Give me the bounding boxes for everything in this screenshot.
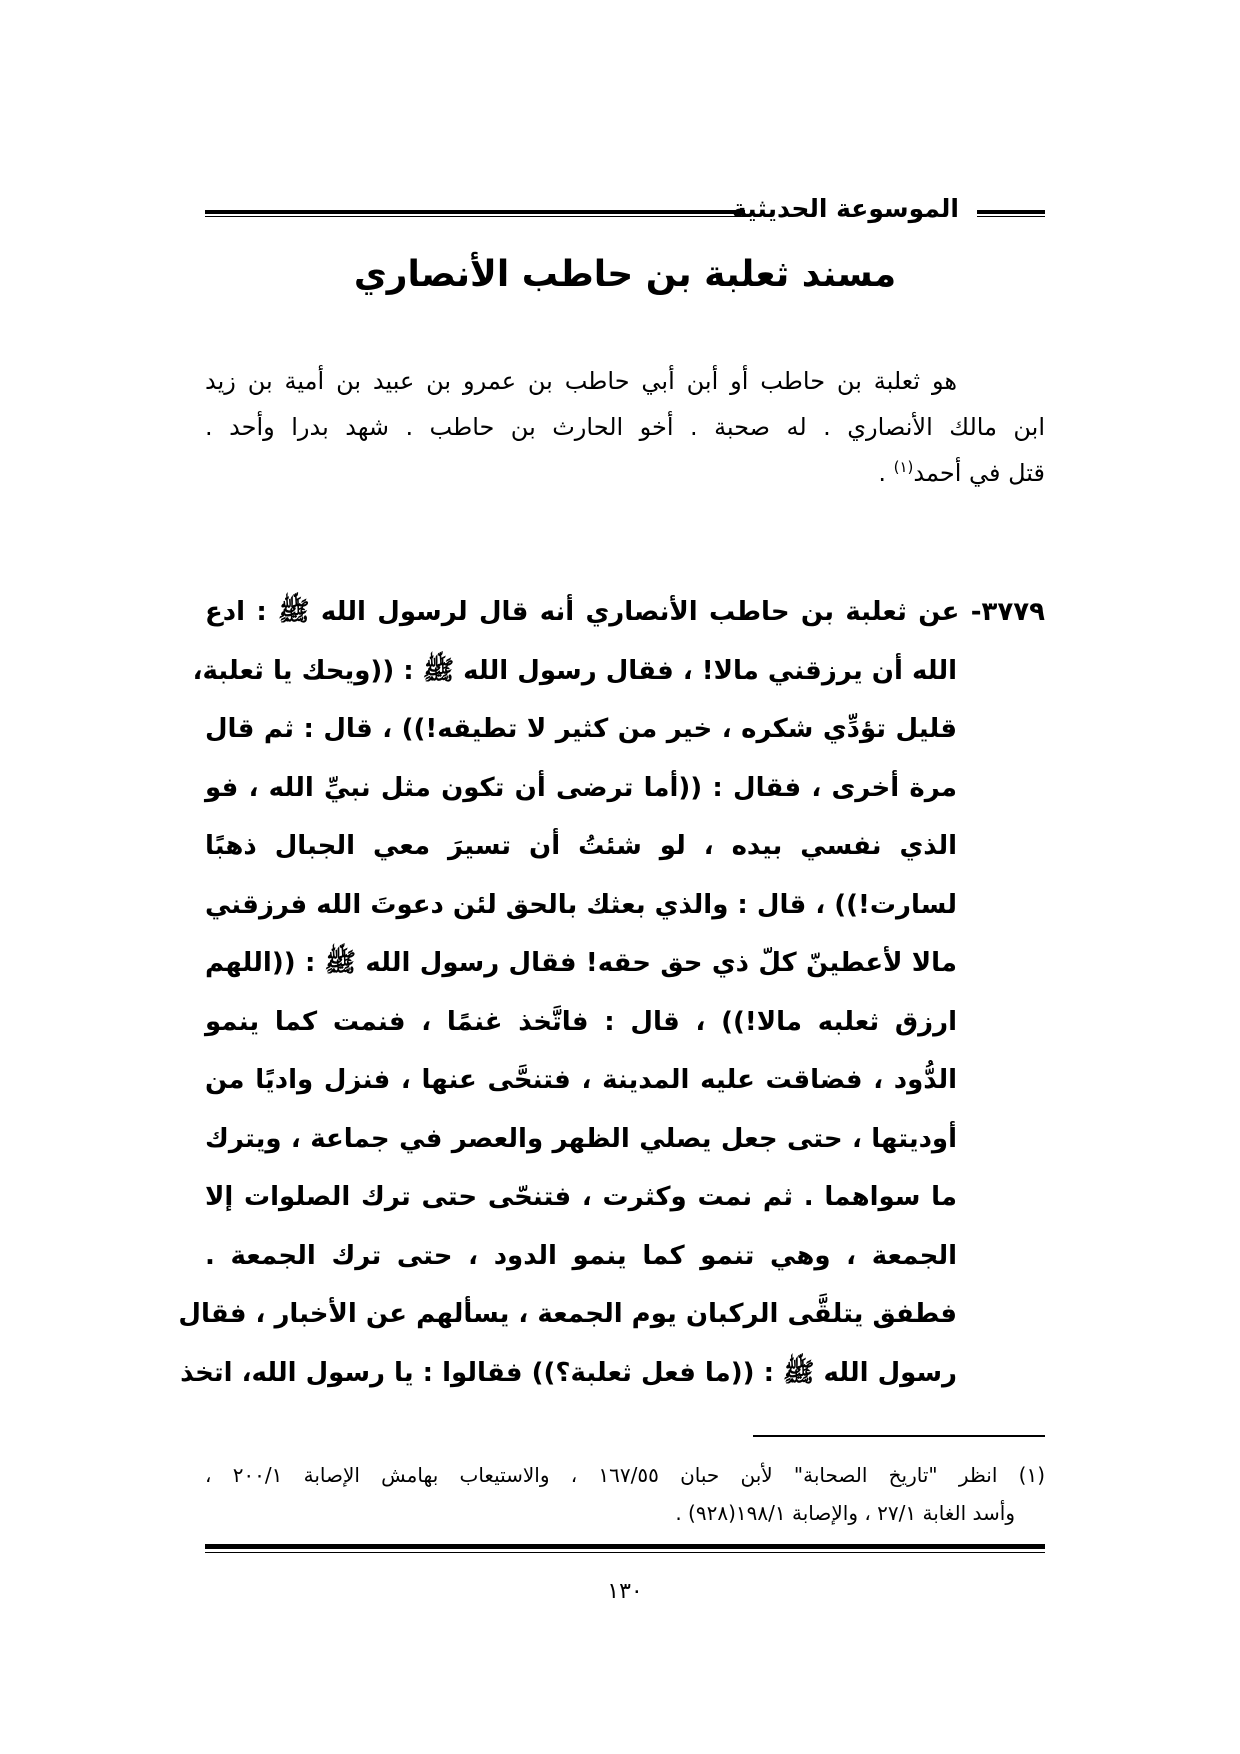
hadith-line (205, 583, 1045, 642)
bottom-rule (205, 1544, 1045, 1553)
intro-paragraph (205, 358, 1045, 496)
footnotes (205, 1456, 1045, 1532)
hadith-line-text: عن ثعلبة بن حاطب الأنصاري أنه قال لرسول الله ﷺ : ادع (205, 597, 971, 627)
header-rule-left (205, 210, 745, 217)
chapter-title: مسند ثعلبة بن حاطب الأنصاري (353, 254, 897, 295)
hadith-line: الدُّود ، فضاقت عليه المدينة ، فتنحَّى عنها ، فنزل واديًا من (205, 1065, 957, 1095)
intro-line: هو ثعلبة بن حاطب أو أبن أبي حاطب بن عمرو بن عبيد بن أمية بن زيد (205, 367, 957, 395)
intro-line (205, 450, 1045, 496)
footnote-separator (753, 1435, 1045, 1437)
hadith-line: رسول الله ﷺ : ((ما فعل ثعلبة؟)) فقالوا : يا رسول الله، اتخذ (180, 1357, 957, 1388)
running-header (205, 193, 1045, 227)
hadith-line: ما سواهما . ثم نمت وكثرت ، فتنحّى حتى ترك الصلوات إلا (205, 1182, 957, 1212)
hadith-line: الله أن يرزقني مالا! ، فقال رسول الله ﷺ : ((ويحك يا ثعلبة، (192, 655, 957, 686)
hadith-line: أوديتها ، حتى جعل يصلي الظهر والعصر في جماعة ، ويترك (205, 1123, 957, 1154)
series-title: الموسوعة الحديثية (732, 194, 959, 223)
footnote-line: (١) انظر "تاريخ الصحابة" لأبن حبان ١٦٧/٥٥ ، والاستيعاب بهامش الإصابة ٢٠٠/١ ، (205, 1463, 1046, 1487)
hadith-line: فطفق يتلقَّى الركبان يوم الجمعة ، يسألهم عن الأخبار ، فقال (178, 1299, 957, 1329)
hadith-line: ارزق ثعلبه مالا!)) ، قال : فاتَّخذ غنمًا ، فنمت كما ينمو (205, 1006, 957, 1037)
hadith-paragraph (178, 583, 1045, 1402)
intro-line-end: . (878, 459, 894, 487)
header-rule-right (977, 210, 1045, 217)
intro-line: ابن مالك الأنصاري . له صحبة . أخو الحارث بن حاطب . شهد بدرا وأحد . (205, 413, 1045, 441)
hadith-line: مالا لأعطينّ كلّ ذي حق حقه! فقال رسول الله ﷺ : ((اللهم (205, 948, 957, 978)
hadith-line: الذي نفسي بيده ، لو شئتُ أن تسيرَ معي الجبال ذهبًا (205, 831, 957, 861)
hadith-line: لسارت!)) ، قال : والذي بعثك بالحق لئن دعوتَ الله فرزقني (205, 889, 957, 920)
hadith-line: الجمعة ، وهي تنمو كما ينمو الدود ، حتى ترك الجمعة . (205, 1240, 957, 1271)
hadith-line: مرة أخرى ، فقال : ((أما ترضى أن تكون مثل نبيِّ الله ، فو (205, 772, 957, 803)
hadith-number: ٣٧٧٩- (970, 597, 1045, 627)
intro-line-text: قتل في أحمد (913, 459, 1045, 487)
page-number: ١٣٠ (607, 1579, 643, 1604)
footnote-reference[interactable]: (١) (893, 458, 914, 476)
footnote-line: وأسد الغابة ٢٧/١ ، والإصابة ١٩٨/١(٩٢٨) . (675, 1501, 1015, 1525)
hadith-line: قليل تؤدِّي شكره ، خير من كثير لا تطيقه!)) ، قال : ثم قال (205, 714, 957, 744)
